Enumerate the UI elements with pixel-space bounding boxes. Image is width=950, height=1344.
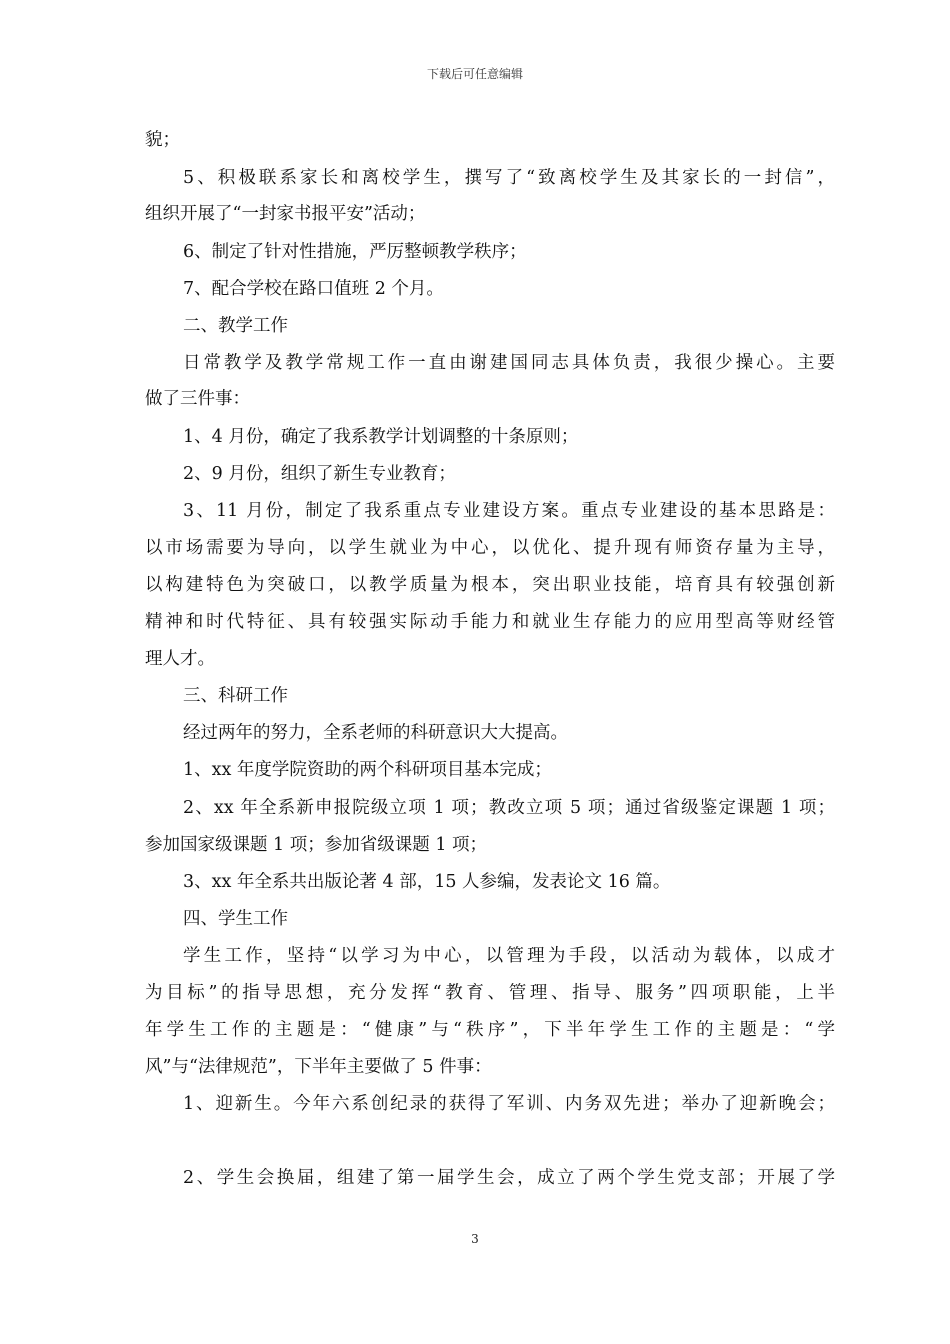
text-line: 以市场需要为导向，以学生就业为中心，以优化、提升现有师资存量为主导，: [145, 538, 835, 558]
section-heading: 三、科研工作: [183, 686, 288, 706]
text-line: 参加国家级课题 1 项；参加省级课题 1 项；: [145, 835, 488, 855]
text-line: 以构建特色为突破口，以教学质量为根本，突出职业技能，培育具有较强创新: [145, 575, 835, 595]
text-line: 2、学生会换届，组建了第一届学生会，成立了两个学生党支部；开展了学: [183, 1168, 835, 1188]
page-number: 3: [471, 1232, 479, 1246]
section-heading: 二、教学工作: [183, 316, 288, 336]
text-line: 为目标”的指导思想，充分发挥“教育、管理、指导、服务”四项职能，上半: [145, 983, 835, 1003]
text-line: 貌；: [145, 130, 180, 150]
text-line: 学生工作，坚持“以学习为中心，以管理为手段，以活动为载体，以成才: [183, 946, 835, 966]
page-header: 下载后可任意编辑: [426, 67, 523, 81]
text-line: 2、9 月份，组织了新生专业教育；: [183, 464, 456, 484]
text-line: 做了三件事：: [145, 389, 250, 409]
text-line: 理人才。: [145, 649, 215, 669]
text-line: 日常教学及教学常规工作一直由谢建国同志具体负责，我很少操心。主要: [183, 353, 835, 373]
text-line: 经过两年的努力，全系老师的科研意识大大提高。: [183, 723, 568, 743]
text-line: 1、xx 年度学院资助的两个科研项目基本完成；: [183, 760, 552, 780]
text-line: 组织开展了“一封家书报平安”活动；: [145, 204, 426, 224]
text-line: 2、xx 年全系新申报院级立项 1 项；教改立项 5 项；通过省级鉴定课题 1 项；: [183, 798, 835, 818]
text-line: 3、11 月份，制定了我系重点专业建设方案。重点专业建设的基本思路是：: [183, 501, 835, 521]
text-line: 7、配合学校在路口值班 2 个月。: [183, 279, 444, 299]
text-line: 1、迎新生。今年六系创纪录的获得了军训、内务双先进；举办了迎新晚会；: [183, 1094, 835, 1114]
text-line: 风”与“法律规范”，下半年主要做了 5 件事：: [145, 1057, 492, 1077]
text-line: 5、积极联系家长和离校学生，撰写了“致离校学生及其家长的一封信”，: [183, 168, 835, 188]
text-line: 6、制定了针对性措施，严厉整顿教学秩序；: [183, 242, 527, 262]
text-line: 年学生工作的主题是：“健康”与“秩序”，下半年学生工作的主题是：“学: [145, 1020, 835, 1040]
text-line: 1、4 月份，确定了我系教学计划调整的十条原则；: [183, 427, 579, 447]
section-heading: 四、学生工作: [183, 909, 288, 929]
text-line: 3、xx 年全系共出版论著 4 部，15 人参编，发表论文 16 篇。: [183, 872, 671, 892]
text-line: 精神和时代特征、具有较强实际动手能力和就业生存能力的应用型高等财经管: [145, 612, 835, 632]
